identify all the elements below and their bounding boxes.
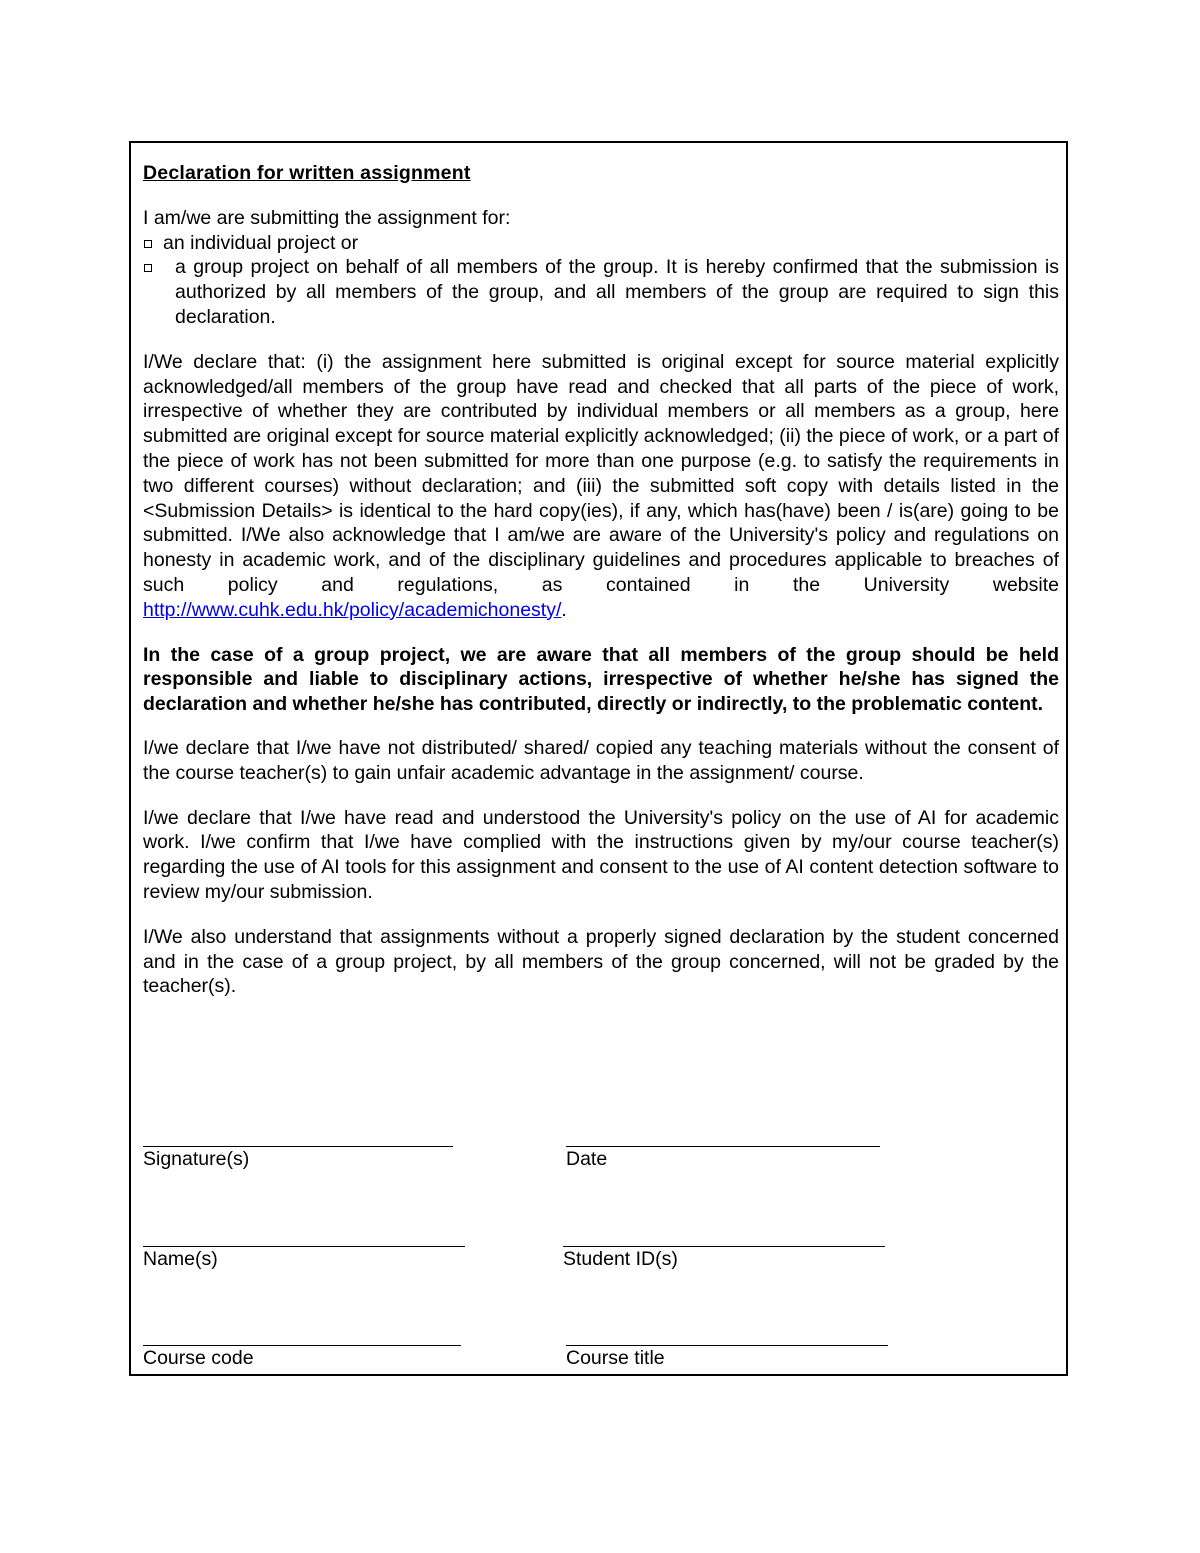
ai-policy-paragraph: I/we declare that I/we have read and understood the University's policy on the use of AI for academic work. I/we confirm that I/we have complied with the instructions given by my/our course teacher(s) regarding the use of AI tools for this assignment and consent to the use of AI content detection software to review my/our submission. [143,806,1059,903]
submission-intro: I am/we are submitting the assignment for: [143,206,511,229]
course-row [143,1322,1059,1372]
date-field[interactable] [566,1123,880,1172]
option-group[interactable] [143,255,1059,329]
option-individual[interactable] [143,231,1059,256]
signature-field[interactable] [143,1123,453,1172]
course-title-line[interactable] [566,1322,888,1346]
declaration-content [143,161,1059,999]
declaration-box [129,141,1068,1376]
signature-label: Signature(s) [143,1148,250,1170]
name-label: Name(s) [143,1248,218,1270]
signature-row [143,1123,1059,1173]
signature-line[interactable] [143,1123,453,1147]
link-suffix: . [561,598,567,621]
checkbox-individual[interactable] [144,240,152,248]
name-field[interactable] [143,1223,465,1272]
option-individual-label: an individual project or [163,231,359,254]
teaching-materials-paragraph: I/we declare that I/we have not distributed/ shared/ copied any teaching materials without the consent of the course teacher(s) to gain unfair academic advantage in the assignment/ course. [143,736,1059,784]
declaration-title: Declaration for written assignment [143,162,471,184]
name-line[interactable] [143,1223,465,1247]
course-code-label: Course code [143,1347,254,1369]
name-row [143,1223,1059,1273]
course-title-label: Course title [566,1347,665,1369]
student-id-label: Student ID(s) [563,1248,678,1270]
policy-link[interactable]: http://www.cuhk.edu.hk/policy/academichonesty/ [143,598,562,621]
declaration-text: I/We declare that: (i) the assignment here submitted is original except for source material explicitly acknowledged/all members of the group have read and checked that all parts of the piece of work, irrespective of whether they are contributed by individual members or all members as a group, here submitted are original except for source material explicitly acknowledged; (ii) the piece of work, or a part of the piece of work has not been submitted for more than one purpose (e.g. to satisfy the requirements in two different courses) without declaration; and (iii) the submitted soft copy with details listed in the <Submission Details> is identical to the hard copy(ies), if any, which has(have) been / is(are) going to be submitted. I/We also acknowledge that I am/we are aware of the University's policy and regulations on honesty in academic work, and of the disciplinary guidelines and procedures applicable to breaches of such policy and regulations, as contained in the University website [143,350,1059,596]
date-line[interactable] [566,1123,880,1147]
course-code-field[interactable] [143,1322,461,1371]
grading-notice: I/We also understand that assignments without a properly signed declaration by the student concerned and in the case of a group project, by all members of the group concerned, will not be graded by the teacher(s). [143,925,1059,998]
student-id-field[interactable] [563,1223,885,1272]
option-group-label: a group project on behalf of all members of the group. It is hereby confirmed that the submission is authorized by all members of the group, and all members of the group are required to sign this declaration. [175,256,1059,328]
student-id-line[interactable] [563,1223,885,1247]
date-label: Date [566,1148,608,1170]
declaration-paragraph [143,350,1059,623]
course-title-field[interactable] [566,1322,888,1371]
group-warning: In the case of a group project, we are aware that all members of the group should be held responsible and liable to disciplinary actions, irrespective of whether he/she has signed the declaration and whether he/she has contributed, directly or indirectly, to the problematic content. [143,643,1059,716]
checkbox-group[interactable] [144,264,152,272]
course-code-line[interactable] [143,1322,461,1346]
